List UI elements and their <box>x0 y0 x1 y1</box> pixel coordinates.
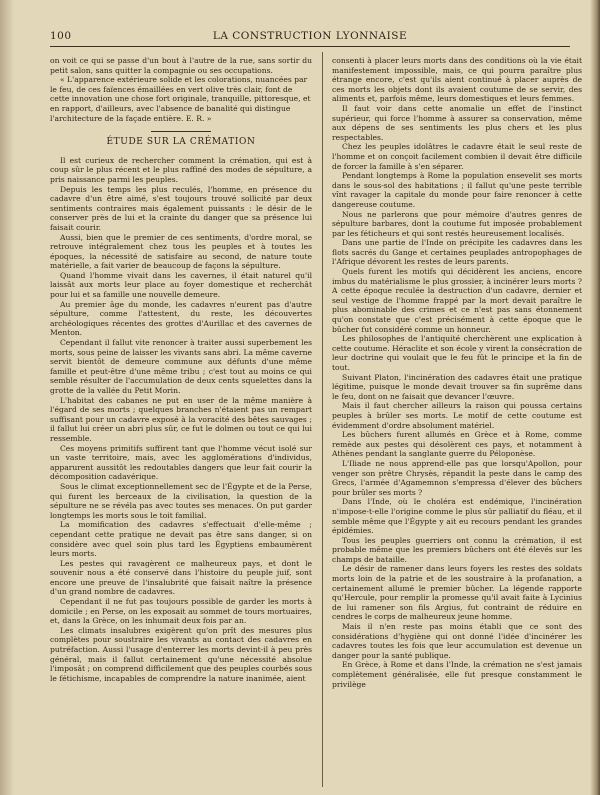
article-paragraph: Suivant Platon, l'incinération des cadavres était une pratique légitime, puisque le monde devait trouver sa fin suprême dans le feu, dont on ne faisait que devancer l'œuvre. <box>332 372 582 401</box>
running-header <box>50 26 570 46</box>
article-paragraph: Dans une partie de l'Inde on précipite les cadavres dans les flots sacrés du Gange et certaines peuplades antropophages de l'Afrique dévorent les restes de leurs parents. <box>332 238 582 267</box>
article-paragraph: Les bûchers furent allumés en Grèce et à Rome, comme remède aux pestes qui désolèrent ces pays, et notamment à Athènes pendant la sanglante guerre du Péloponèse. <box>332 430 582 459</box>
page-edge-shadow <box>590 0 600 795</box>
article-paragraph: Dans l'Inde, où le choléra est endémique, l'incinération n'impose-t-elle l'origine comme le plus sûr palliatif du fléau, et il semble même que l'Égypte y ait eu recours pendant les grandes épidémies. <box>332 497 582 536</box>
article-paragraph: Les climats insalubres exigèrent qu'on prît des mesures plus complètes pour soustraire les vivants au contact des cadavres en putréfaction. Aussi l'usage d'enterrer les morts devint-il à peu près général, mais il fallut certainement qu'une nécessité absolue l'imposât ; on comprend difficilement que des peuples courbés sous le fétichisme, incapables de comprendre la nature inanimée, aient <box>50 625 312 683</box>
section-separator <box>151 131 211 132</box>
article-paragraph: Cependant il fallut vite renoncer à traiter aussi superbement les morts, sous peine de laisser les vivants sans abri. La même caverne servit bientôt de demeure commune aux défunts d'une même famille et peut-être d'une même tribu ; c'est tout au moins ce qui semble résulter de l'accumulation de deux cents squelettes dans la grotte de la vallée du Petit Morin. <box>50 338 312 395</box>
article-paragraph: Le désir de ramener dans leurs foyers les restes des soldats morts loin de la patrie et de les soustraire à la profanation, a certainement allumé le premier bûcher. La légende rapporte qu'Hercule, pour remplir la promesse qu'il avait faite à Lycinius de lui ramener son fils Argius, fut contraint de réduire en cendres le corps de malheureux jeune homme. <box>332 564 582 622</box>
journal-title: LA CONSTRUCTION LYONNAISE <box>212 30 408 42</box>
page-binding-shadow <box>0 0 14 795</box>
right-column <box>332 56 582 689</box>
article-paragraph: Au premier âge du monde, les cadavres n'eurent pas d'autre sépulture, comme l'attestent, du reste, les découvertes archéologiques récentes des grottes d'Aurillac et des cavernes de Menton. <box>50 299 312 338</box>
article-paragraph: Tous les peuples guerriers ont connu la crémation, il est probable même que les premiers bûchers ont été élevés sur les champs de bataille. <box>332 535 582 564</box>
article-paragraph: Sous le climat exceptionnellement sec de l'Égypte et de la Perse, qui furent les berceaux de la civilisation, la question de la sépulture ne se révéla pas avec toutes ses menaces. On put garder longtemps les morts sous le toit familial. <box>50 481 312 520</box>
article-paragraph: Mais il faut chercher ailleurs la raison qui poussa certains peuples à brûler ses morts. Le motif de cette coutume est évidemment d'ordre absolument matériel. <box>332 401 582 430</box>
intro-paragraph: « L'apparence extérieure solide et les colorations, nuancées par le feu, de ces faïences émaillées en vert olive très clair, font de cette innovation une chose fort originale, tranquille, pittoresque, et en rapport, d'ailleurs, avec l'absence de banalité qui distingue l'architecture de la façade entière. E. R. » <box>50 75 311 123</box>
article-paragraph: Aussi, bien que le premier de ces sentiments, d'ordre moral, se retrouve intégralement chez tous les peuples et à toutes les époques, la nécessité de satisfaire au second, de nature toute matérielle, a fait varier de beaucoup de façons la sépulture. <box>50 232 312 271</box>
article-paragraph: Les pestes qui ravagèrent ce malheureux pays, et dont le souvenir nous a été conservé dans l'histoire du peuple juif, sont encore une preuve de l'insalubrité que faisait naître la présence d'un grand nombre de cadavres. <box>50 558 312 597</box>
article-paragraph: Quand l'homme vivait dans les cavernes, il était naturel qu'il laissât aux morts leur place au foyer domestique et recherchât pour lui et sa famille une nouvelle demeure. <box>50 270 312 300</box>
article-paragraph: L'habitat des cabanes ne put en user de la même manière à l'égard de ses morts ; quelques branches n'étaient pas un rempart suffisant pour un cadavre exposé à la voracité des bêtes sauvages ; il fallut lui créer un abri plus sûr, ce fut le dolmen ou tout ce qui lui ressemble. <box>50 395 312 443</box>
article-paragraph: L'Iliade ne nous apprend-elle pas que lorsqu'Apollon, pour venger son prêtre Chrysès, répandit la peste dans le camp des Grecs, l'armée d'Agamemnon s'empressa d'élever des bûchers pour brûler ses morts ? <box>332 458 582 497</box>
article-paragraph: La momification des cadavres s'effectuait d'elle-même ; cependant cette pratique ne devait pas être sans danger, si on considère avec quel soin plus tard les Égyptiens embaumèrent leurs morts. <box>50 520 312 559</box>
article-paragraph: Depuis les temps les plus reculés, l'homme, en présence du cadavre d'un être aimé, s'est toujours trouvé sollicité par deux sentiments contraires mais également puissants : le désir de le conserver près de lui et la crainte du danger que sa présence lui faisait courir. <box>50 184 312 232</box>
article-paragraph: Ces moyens primitifs suffirent tant que l'homme vécut isolé sur un vaste territoire, mais, avec les agglomérations d'individus, apparurent aussitôt les redoutables dangers que leur fait courir la décomposition cadavérique. <box>50 443 312 482</box>
article-paragraph: Il faut voir dans cette anomalie un effet de l'instinct supérieur, qui force l'homme à assurer sa conservation, même aux dépens de ses sentiments les plus chers et les plus respectables. <box>332 103 582 142</box>
article-paragraph: Cependant il ne fut pas toujours possible de garder les morts à domicile ; en Perse, on les exposait au sommet de tours mortuaires, et, dans la Grèce, on les inhumait deux fois par an. <box>50 597 312 626</box>
article-paragraph: Les philosophes de l'antiquité cherchèrent une explication à cette coutume. Héraclite et son école y virent la consécration de leur doctrine qui voulait que le feu fût le principe et la fin de tout. <box>332 334 582 372</box>
column-divider <box>322 52 323 787</box>
header-rule <box>50 46 570 47</box>
article-paragraph: En Grèce, à Rome et dans l'Inde, la crémation ne s'est jamais complètement généralisée, elle fut presque constamment le privilège <box>332 660 582 689</box>
article-paragraph: Quels furent les motifs qui décidèrent les anciens, encore imbus du matérialisme le plus grossier, à incinérer leurs morts ? A cette époque reculée la destruction d'un cadavre, dernier et seul vestige de l'homme frappé par la mort devait paraître le plus abominable des crimes et ce n'est pas sans étonnement qu'on constate que c'est précisément à cette époque que le bûcher fut considéré comme un honneur. <box>332 267 582 334</box>
intro-paragraph: on voit ce qui se passe d'un bout à l'autre de la rue, sans sortir du petit salon, sans quitter la compagnie ou ses occupations. <box>50 56 312 75</box>
article-paragraph: consenti à placer leurs morts dans des conditions où la vie était manifestement impossible, mais, ce qui pourra paraître plus étrange encore, c'est qu'ils aient continué à placer auprès de ces morts les objets dont ils avaient coutume de se servir, des aliments et, parfois même, leurs domestiques et leurs femmes. <box>332 56 582 104</box>
article-paragraph: Pendant longtemps à Rome la population ensevelit ses morts dans le sous-sol des habitations ; il fallut qu'une peste terrible vînt ravager la capitale du monde pour faire renoncer à cette dangereuse coutume. <box>332 171 582 209</box>
article-paragraph: Chez les peuples idolâtres le cadavre était le seul reste de l'homme et on conçoit facilement combien il devait être difficile de forcer la famille à s'en séparer. <box>332 142 582 171</box>
left-column <box>50 56 312 683</box>
article-paragraph: Nous ne parlerons que pour mémoire d'autres genres de sépulture barbares, dont la coutume fut imposée probablement par les féticheurs et qui sont restés heureusement localisés. <box>332 209 582 238</box>
article-paragraph: Il est curieux de rechercher comment la crémation, qui est à coup sûr le plus récent et le plus raffiné des modes de sépulture, a pris naissance parmi les peuples. <box>50 155 312 184</box>
article-title: ÉTUDE SUR LA CRÉMATION <box>106 137 256 148</box>
article-paragraph: Mais il n'en reste pas moins établi que ce sont des considérations d'hygiène qui ont donné l'idée d'incinérer les cadavres toutes les fois que leur accumulation est devenue un danger pour la santé publique. <box>332 622 582 660</box>
page-number: 100 <box>50 30 72 42</box>
